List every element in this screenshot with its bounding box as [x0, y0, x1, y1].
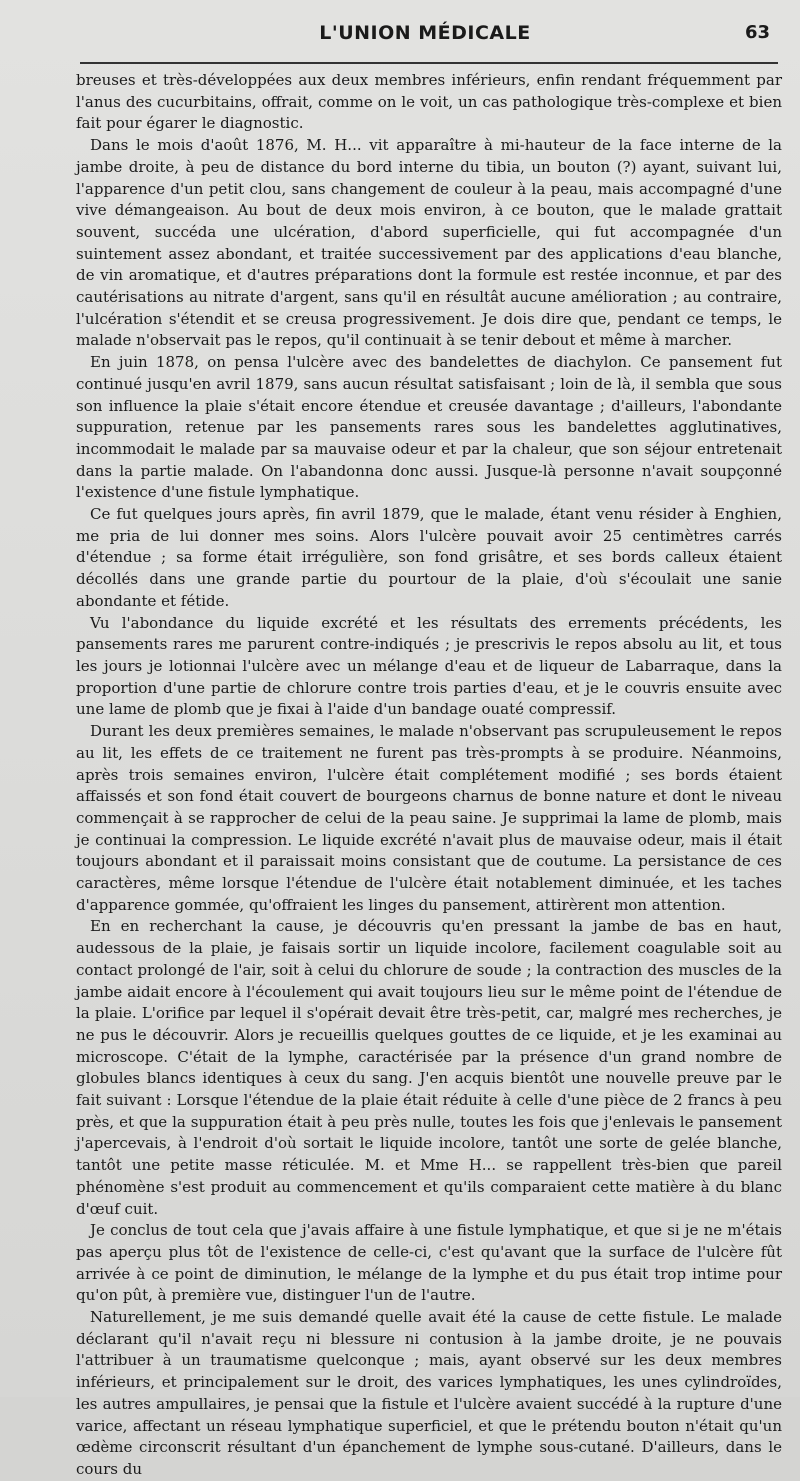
page-header [80, 22, 770, 52]
paragraph: Ce fut quelques jours après, fin avril 1879, que le malade, étant venu résider à Enghien, me pria de lui donner mes soins. Alors l'ulcère pouvait avoir 25 centimètres carrés d'étendue ; sa forme était irrégulière, son fond grisâtre, et ses bords calleux étaient décollés dans une grande partie du pourtour de la plaie, d'où s'écoulait une sanie abondante et fétide. [76, 505, 782, 610]
body-text [76, 70, 782, 1481]
paragraph: Durant les deux premières semaines, le malade n'observant pas scrupuleusement le repos au lit, les effets de ce traitement ne furent pas très-prompts à se produire. Néanmoins, après trois semaines environ, l'ulcère était complétement modifié ; ses bords étaient affaissés et son fond était couvert de bourgeons charnus de bonne nature et dont le niveau commençait à se rapprocher de celui de la peau saine. Je supprimai la lame de plomb, mais je continuai la compression. Le liquide excrété n'avait plus de mauvaise odeur, mais il était toujours abondant et il paraissait moins consistant que de coutume. La persistance de ces caractères, même lorsque l'étendue de l'ulcère était notablement diminuée, et les taches d'apparence gommée, qu'offraient les linges du pansement, attirèrent mon attention. [76, 722, 782, 914]
paragraph: breuses et très-développées aux deux membres inférieurs, enfin rendant fréquemment par l'anus des cucurbitains, offrait, comme on le voit, un cas pathologique très-complexe et bien fait pour égarer le diagnostic. [76, 71, 782, 133]
paragraph: En en recherchant la cause, je découvris qu'en pressant la jambe de bas en haut, audessous de la plaie, je faisais sortir un liquide incolore, facilement coagulable soit au contact prolongé de l'air, soit à celui du chlorure de soude ; la contraction des muscles de la jambe aidait encore à l'écoulement qui avait toujours lieu sur le même point de l'étendue de la plaie. L'orifice par lequel il s'opérait devait être très-petit, car, malgré mes recherches, je ne pus le découvrir. Alors je recueillis quelques gouttes de ce liquide, et je les examinai au microscope. C'était de la lymphe, caractérisée par la présence d'un grand nombre de globules blancs identiques à ceux du sang. J'en acquis bientôt une nouvelle preuve par le fait suivant : Lorsque l'étendue de la plaie était réduite à celle d'une pièce de 2 francs à peu près, et que la suppuration était à peu près nulle, toutes les fois que j'enlevais le pansement j'apercevais, à l'endroit d'où sortait le liquide incolore, tantôt une sorte de gelée blanche, tantôt une petite masse réticulée. M. et Mme H... se rappellent très-bien que pareil phénomène s'est produit au commencement et qu'ils comparaient cette matière à du blanc d'œuf cuit. [76, 917, 782, 1218]
paragraph: En juin 1878, on pensa l'ulcère avec des bandelettes de diachylon. Ce pansement fut continué jusqu'en avril 1879, sans aucun résultat satisfaisant ; loin de là, il sembla que sous son influence la plaie s'était encore étendue et creusée davantage ; d'ailleurs, l'abondante suppuration, retenue par les pansements rares sous les bandelettes agglutinatives, incommodait le malade par sa mauvaise odeur et par la chaleur, que son séjour entretenait dans la partie malade. On l'abandonna donc aussi. Jusque-là personne n'avait soupçonné l'existence d'une fistule lymphatique. [76, 353, 782, 502]
paragraph: Vu l'abondance du liquide excrété et les résultats des errements précédents, les pansements rares me parurent contre-indiqués ; je prescrivis le repos absolu au lit, et tous les jours je lotionnai l'ulcère avec un mélange d'eau et de liqueur de Labarraque, dans la proportion d'une partie de chlorure contre trois parties d'eau, et je le couvris ensuite avec une lame de plomb que je fixai à l'aide d'un bandage ouaté compressif. [76, 613, 782, 719]
header-rule [80, 62, 778, 64]
paragraph: Naturellement, je me suis demandé quelle avait été la cause de cette fistule. Le malade déclarant qu'il n'avait reçu ni blessure ni contusion à la jambe droite, je ne pouvais l'attribuer à un traumatisme quelconque ; mais, ayant observé sur les deux membres inférieurs, et principalement sur le droit, des varices lymphatiques, les unes cylindroïdes, les autres ampullaires, je pensai que la fistule et l'ulcère avaient succédé à la rupture d'une varice, affectant un réseau lymphatique superficiel, et que le prétendu bouton n'était qu'un œdème circonscrit résultant d'un épanchement de lymphe sous-cutané. D'ailleurs, dans le cours du [76, 1308, 782, 1478]
paragraph: Dans le mois d'août 1876, M. H... vit apparaître à mi-hauteur de la face interne de la jambe droite, à peu de distance du bord interne du tibia, un bouton (?) ayant, suivant lui, l'apparence d'un petit clou, sans changement de couleur à la peau, mais accompagné d'une vive démangeaison. Au bout de deux mois environ, à ce bouton, que le malade grattait souvent, succéda une ulcération, d'abord superficielle, qui fut accompagnée d'un suintement assez abondant, et traitée successivement par des applications d'eau blanche, de vin aromatique, et d'autres préparations dont la formule est restée inconnue, et par des cautérisations au nitrate d'argent, sans qu'il en résultât aucune amélioration ; au contraire, l'ulcération s'étendit et se creusa progressivement. Je dois dire que, pendant ce temps, le malade n'observait pas le repos, qu'il continuait à se tenir debout et même à marcher. [76, 136, 782, 350]
page-number: 63 [744, 22, 770, 43]
paragraph: Je conclus de tout cela que j'avais affaire à une fistule lymphatique, et que si je ne m'étais pas aperçu plus tôt de l'existence de celle-ci, c'est qu'avant que la surface de l'ulcère fût arrivée à ce point de diminution, le mélange de la lymphe et du pus était trop intime pour qu'on pût, à première vue, distinguer l'un de l'autre. [76, 1221, 782, 1305]
journal-title: L'UNION MÉDICALE [319, 22, 531, 44]
